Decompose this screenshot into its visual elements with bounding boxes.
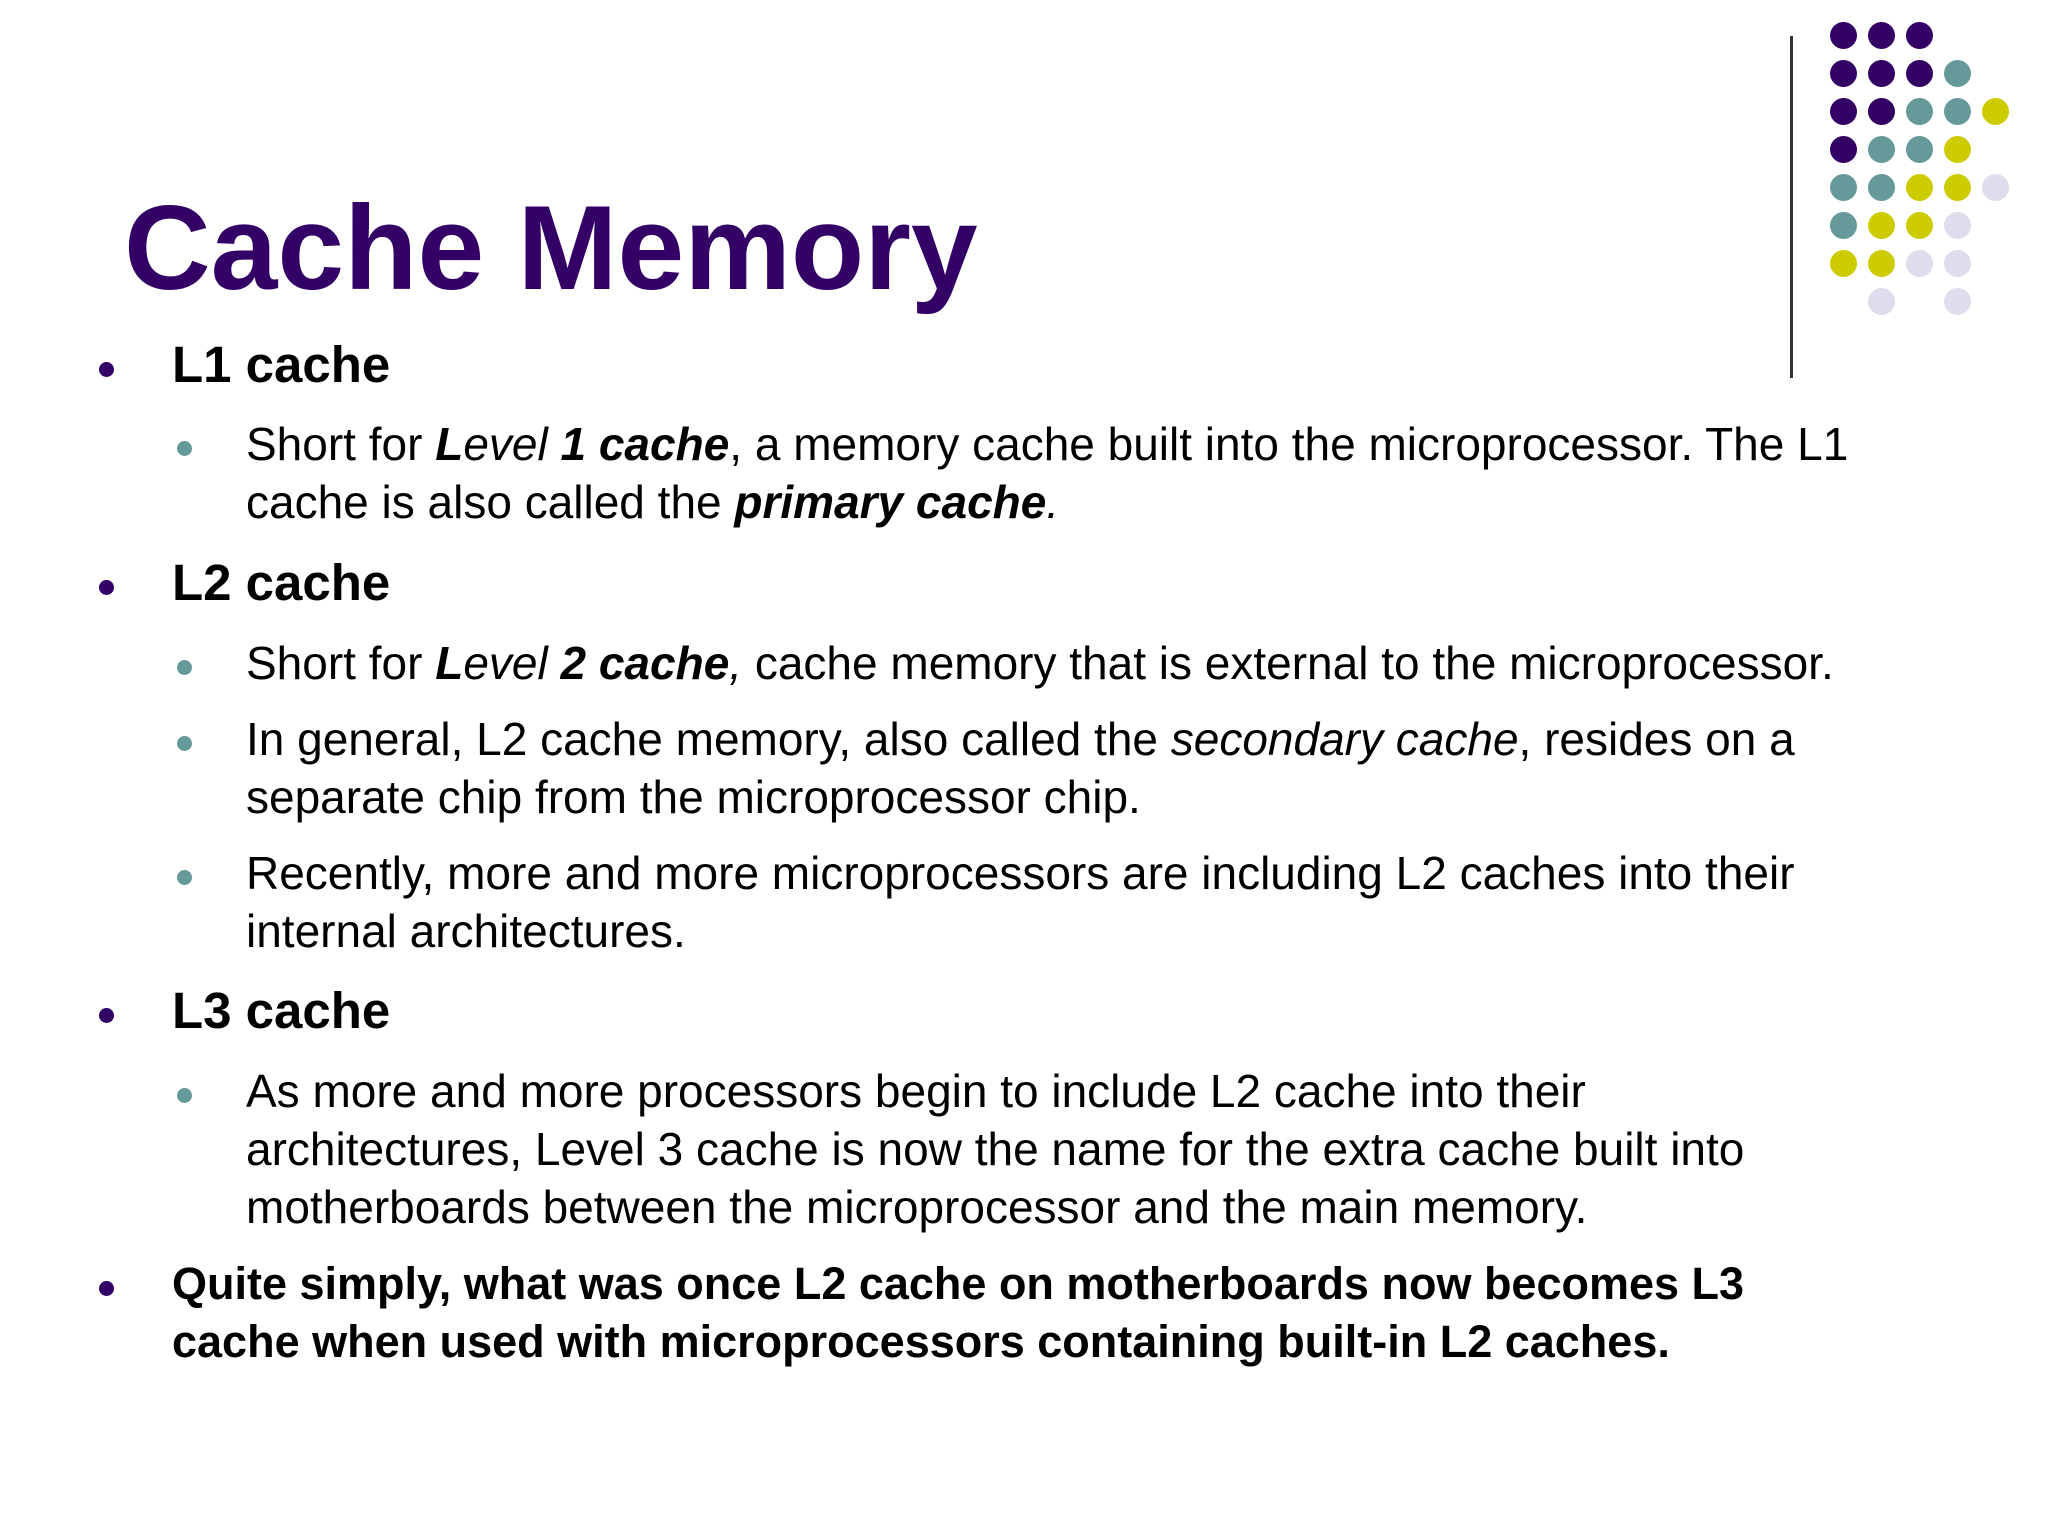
item-l2-recently-line1: Recently, more and more microprocessors are including L2 caches into their (246, 847, 1795, 899)
summary-line1: Quite simply, what was once L2 cache on motherboards now becomes L3 (172, 1258, 1745, 1309)
item-l2-secondary-cache (246, 710, 1986, 826)
decorative-dot (1830, 136, 1857, 163)
sub-bullet-l3-definition (177, 1088, 192, 1103)
decorative-dot (1906, 250, 1933, 277)
decorative-dot (1830, 98, 1857, 125)
bullet-l2-cache (99, 580, 114, 595)
sub-bullet-l1-definition (177, 441, 192, 456)
item-l2-definition (246, 634, 1986, 692)
decorative-dot (1944, 212, 1971, 239)
item-l1-definition-line2: cache is also called the primary cache. (246, 476, 1060, 528)
decorative-dot-grid (0, 0, 2048, 340)
item-l2-secondary-line2: separate chip from the microprocessor chip. (246, 771, 1141, 823)
decorative-dot (1868, 288, 1895, 315)
item-l3-definition-line3: motherboards between the microprocessor and the main memory. (246, 1181, 1588, 1233)
sub-bullet-l2-secondary (177, 736, 192, 751)
summary-line2: cache when used with microprocessors containing built-in L2 caches. (172, 1316, 1670, 1367)
heading-l3-cache: L3 cache (172, 982, 391, 1039)
bullet-l1-cache (99, 362, 114, 377)
slide-title: Cache Memory (124, 181, 978, 315)
decorative-dot (1944, 136, 1971, 163)
item-l3-definition-line1: As more and more processors begin to include L2 cache into their (246, 1065, 1586, 1117)
decorative-dot (1906, 174, 1933, 201)
decorative-dot (1830, 212, 1857, 239)
decorative-dot (1944, 250, 1971, 277)
item-l2-recently-line2: internal architectures. (246, 905, 686, 957)
heading-l2-cache: L2 cache (172, 554, 391, 611)
bullet-l3-cache (99, 1008, 114, 1023)
decorative-dot (1906, 136, 1933, 163)
decorative-dot (1944, 98, 1971, 125)
decorative-dot (1944, 174, 1971, 201)
sub-bullet-l2-definition (177, 660, 192, 675)
item-l2-definition-line1: Short for Level 2 cache, cache memory that is external to the microprocessor. (246, 637, 1834, 689)
decorative-dot (1944, 60, 1971, 87)
decorative-dot (1906, 212, 1933, 239)
item-l1-definition-line1: Short for Level 1 cache, a memory cache built into the microprocessor. The L1 (246, 418, 1849, 470)
decorative-dot (1868, 212, 1895, 239)
summary-statement (172, 1255, 1992, 1371)
decorative-dot (1868, 136, 1895, 163)
decorative-dot (1868, 250, 1895, 277)
sub-bullet-l2-recently (177, 870, 192, 885)
item-l2-secondary-line1: In general, L2 cache memory, also called the secondary cache, resides on a (246, 713, 1795, 765)
decorative-dot (1982, 98, 2009, 125)
heading-l1-cache: L1 cache (172, 336, 391, 393)
decorative-dot (1830, 22, 1857, 49)
decorative-dot (1982, 174, 2009, 201)
decorative-dot (1868, 174, 1895, 201)
decorative-dot (1868, 60, 1895, 87)
decorative-dot (1906, 22, 1933, 49)
decorative-dot (1944, 288, 1971, 315)
decorative-dot (1830, 174, 1857, 201)
item-l3-definition (246, 1062, 1986, 1236)
decorative-dot (1868, 98, 1895, 125)
bullet-summary (99, 1281, 114, 1296)
decorative-dot (1868, 22, 1895, 49)
item-l1-definition (246, 415, 1986, 531)
decorative-dot (1830, 60, 1857, 87)
item-l2-recently (246, 844, 1986, 960)
decorative-dot (1830, 250, 1857, 277)
decorative-dot (1906, 60, 1933, 87)
item-l3-definition-line2: architectures, Level 3 cache is now the name for the extra cache built into (246, 1123, 1745, 1175)
decorative-dot (1906, 98, 1933, 125)
